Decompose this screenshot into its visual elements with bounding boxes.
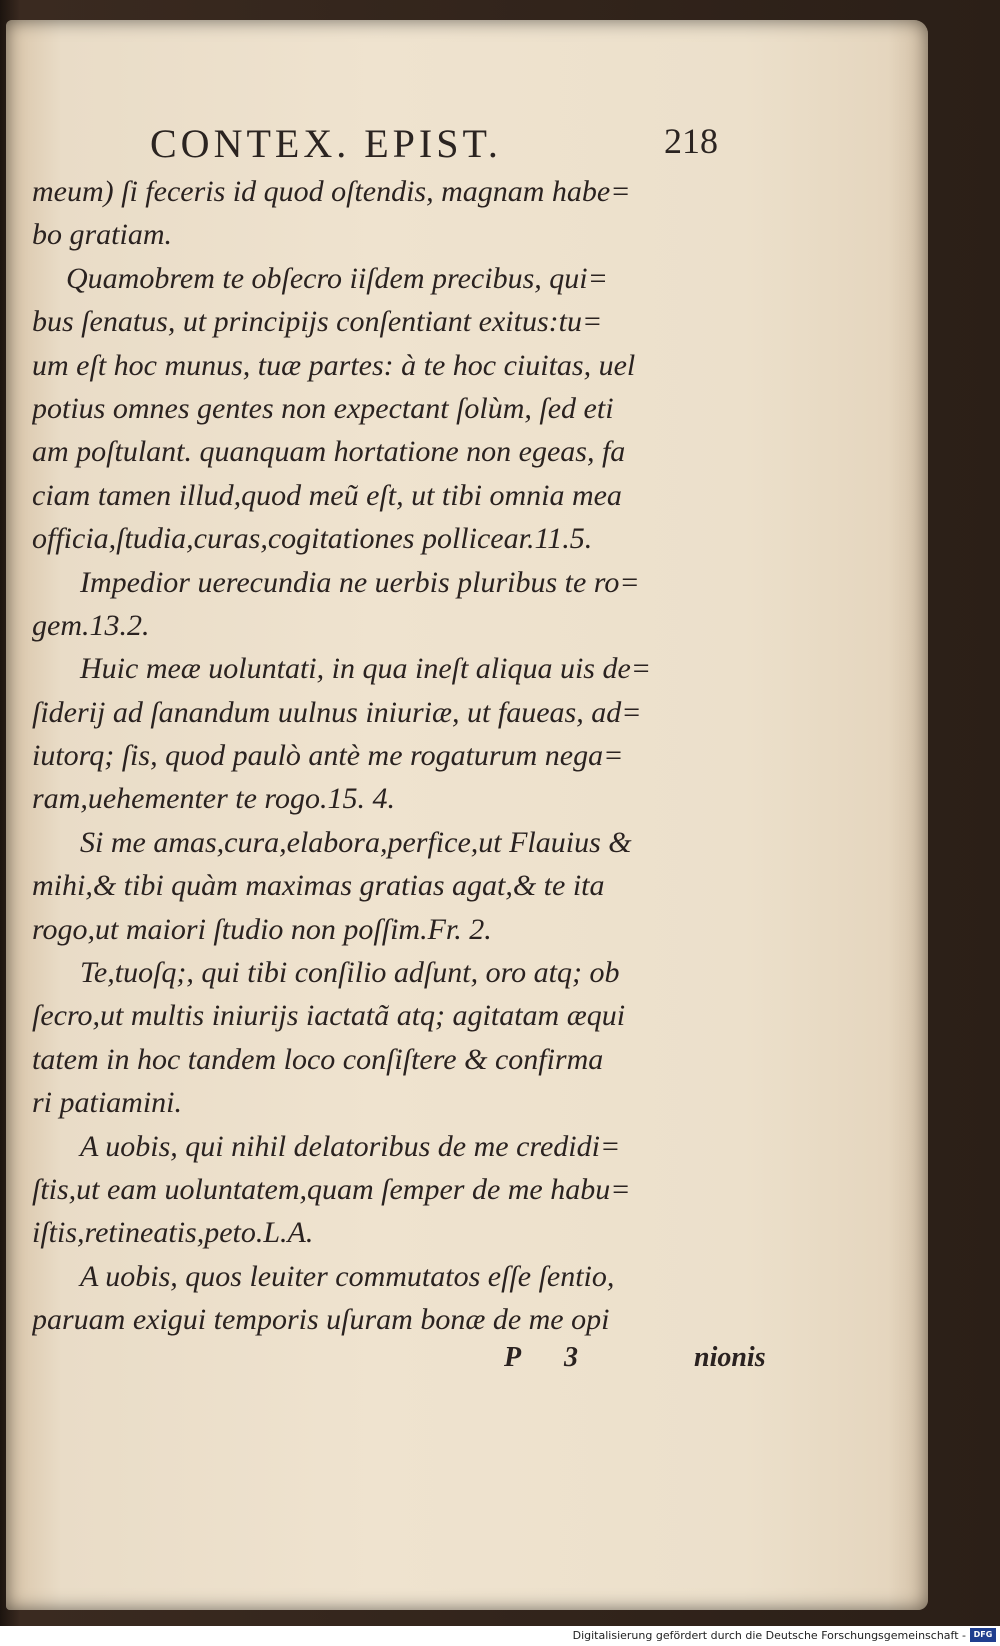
text-line: A uobis, quos leuiter commutatos eſſe ſentio, (80, 1259, 615, 1293)
running-head (150, 120, 718, 170)
text-line: bus ſenatus, ut principijs conſentiant exitus:tu= (32, 305, 603, 339)
text-line: ſtis,ut eam uoluntatem,quam ſemper de me habu= (32, 1172, 631, 1206)
catchword: nionis (694, 1342, 766, 1373)
text-line: gem.13.2. (32, 608, 150, 642)
text-line: Si me amas,cura,elabora,perfice,ut Flauius & (80, 825, 632, 859)
dfg-logo: DFG (970, 1628, 996, 1642)
book-page (6, 20, 928, 1610)
text-line: A uobis, qui nihil delatoribus de me credidi= (80, 1129, 621, 1163)
text-line: iutorq; ſis, quod paulò antè me rogaturum nega= (32, 739, 624, 773)
text-line: Quamobrem te obſecro iiſdem precibus, qui= (66, 261, 608, 295)
text-line: ciam tamen illud,quod meũ eſt, ut tibi omnia mea (32, 478, 622, 512)
text-line: mihi,& tibi quàm maximas gratias agat,& te ita (32, 869, 605, 903)
text-line: paruam exigui temporis uſuram bonæ de me opi (32, 1303, 610, 1337)
text-line: Te,tuoſq;, qui tibi conſilio adſunt, oro atq; ob (80, 956, 620, 990)
text-line: officia,ſtudia,curas,cogitationes pollicear.11.5. (32, 522, 593, 556)
page-number: 218 (664, 121, 718, 161)
footer-strip (0, 1626, 1000, 1646)
running-title: CONTEX. EPIST. (150, 121, 502, 166)
text-line: ſecro,ut multis iniurijs iactatã atq; agitatam æqui (32, 999, 626, 1033)
text-line: iſtis,retineatis,peto.L.A. (32, 1216, 314, 1250)
text-line: potius omnes gentes non expectant ſolùm, ſed eti (32, 391, 614, 425)
text-line: ſiderij ad ſanandum uulnus iniuriæ, ut faueas, ad= (32, 695, 642, 729)
text-line: bo gratiam. (32, 218, 173, 252)
signature-number: 3 (564, 1342, 578, 1373)
text-line: Impedior uerecundia ne uerbis pluribus te ro= (80, 565, 640, 599)
signature-line (476, 1342, 776, 1382)
text-line: ri patiamini. (32, 1086, 183, 1120)
body-text (32, 170, 722, 1342)
funding-credit: Digitalisierung gefördert durch die Deutsche Forschungsgemeinschaft - (572, 1629, 966, 1642)
signature-mark: P (504, 1342, 522, 1373)
text-line: Huic meæ uoluntati, in qua ineſt aliqua uis de= (80, 652, 652, 686)
text-line: meum) ſi feceris id quod oſtendis, magnam habe= (32, 175, 631, 208)
text-line: tatem in hoc tandem loco conſiſtere & confirma (32, 1042, 604, 1076)
text-line: um eſt hoc munus, tuæ partes: à te hoc ciuitas, uel (32, 348, 636, 382)
text-line: rogo,ut maiori ſtudio non poſſim.Fr. 2. (32, 912, 492, 946)
text-line: ram,uehementer te rogo.15. 4. (32, 782, 395, 816)
text-line: am poſtulant. quanquam hortatione non egeas, fa (32, 435, 626, 469)
